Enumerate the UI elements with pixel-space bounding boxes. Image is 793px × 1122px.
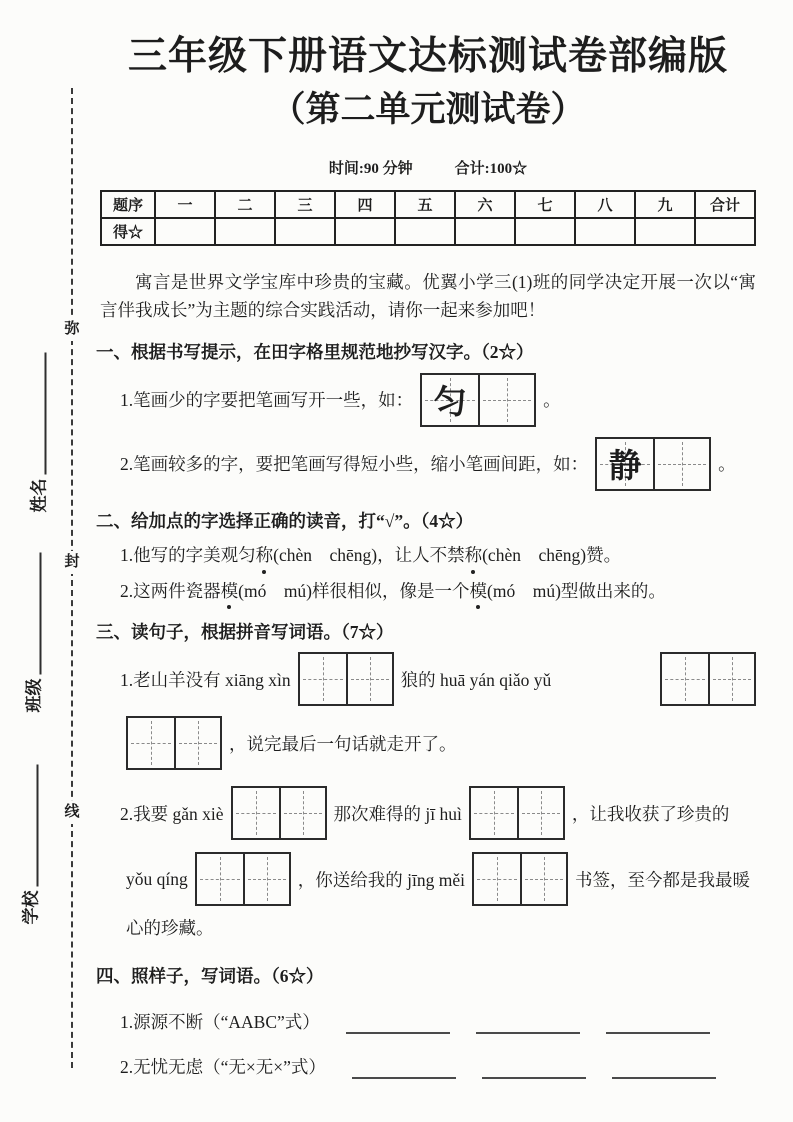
question-text: 2.笔画较多的字，要把笔画写得短小些，缩小笔画间距，如： <box>120 454 589 475</box>
answer-grid <box>472 852 568 906</box>
intro-paragraph: 寓言是世界文学宝库中珍贵的宝藏。优翼小学三(1)班的同学决定开展一次以“寓言伴我成长”为主题的综合实践活动，请你一起来参加吧！ <box>100 271 756 321</box>
page-title: 三年级下册语文达标测试卷部编版 <box>127 35 728 78</box>
score-value-cell <box>515 218 575 245</box>
emphasized-character: 称 <box>256 542 274 568</box>
seal-char-xian: 线 <box>63 801 81 824</box>
answer-blank <box>352 1061 456 1079</box>
writing-grid <box>595 437 711 491</box>
question-text: (mó mú)型做出来的。 <box>487 580 666 601</box>
grid-cell <box>300 654 346 704</box>
score-value-cell <box>215 218 275 245</box>
question-text: yǒu qíng <box>126 868 188 889</box>
answer-grid <box>660 652 756 706</box>
section1-question2 <box>100 435 756 493</box>
question-text: 2.无忧无虑（“无×无×”式） <box>120 1056 326 1077</box>
class-field-line <box>40 553 42 675</box>
score-table <box>100 190 756 246</box>
section2-question1 <box>100 542 756 568</box>
question-text: 2.我要 gǎn xiè <box>120 803 224 824</box>
section3-heading: 三、读句子，根据拼音写词语。（7☆） <box>96 621 394 642</box>
exam-total-score: 合计:100☆ <box>454 160 528 177</box>
grid-cell <box>471 788 517 838</box>
score-header-cell: 四 <box>335 191 395 218</box>
answer-grid <box>298 652 394 706</box>
answer-blank <box>606 1016 710 1034</box>
score-value-cell <box>155 218 215 245</box>
grid-cell <box>346 654 392 704</box>
seal-char-mi: 弥 <box>63 318 81 341</box>
question-text: 书签，至今都是我最暖 <box>574 869 750 890</box>
section1-question1 <box>100 371 756 429</box>
question-text: (chèn chēng)赞。 <box>482 545 622 566</box>
answer-grid <box>231 786 327 840</box>
section3-question2-line2 <box>100 850 756 908</box>
name-field-label: 姓名 <box>29 478 49 513</box>
name-field-line <box>45 353 47 475</box>
answer-grid <box>195 852 291 906</box>
exam-meta <box>100 157 756 178</box>
grid-cell <box>474 854 520 904</box>
section1-heading: 一、根据书写提示，在田字格里规范地抄写汉字。（2☆） <box>96 342 534 363</box>
score-header-cell: 三 <box>275 191 335 218</box>
section2-question2 <box>100 578 756 604</box>
section3-question1-line2 <box>100 714 756 772</box>
grid-cell <box>708 654 754 704</box>
grid-cell <box>597 439 653 489</box>
seal-char-feng: 封 <box>63 551 81 574</box>
sample-character: 静 <box>608 449 642 486</box>
grid-cell <box>422 375 478 425</box>
answer-grid <box>469 786 565 840</box>
writing-grid <box>420 373 536 427</box>
score-header-cell: 六 <box>455 191 515 218</box>
question-text: 1.笔画少的字要把笔画写开一些，如： <box>120 390 414 411</box>
score-header-cell: 合计 <box>695 191 755 218</box>
question-text: 狼的 huā yán qiǎo yǔ <box>400 669 552 690</box>
score-header-cell: 八 <box>575 191 635 218</box>
section4-heading: 四、照样子，写词语。（6☆） <box>96 966 324 987</box>
question-text: 1.他写的字美观匀 <box>120 545 256 566</box>
score-value-cell <box>635 218 695 245</box>
score-value-cell <box>395 218 455 245</box>
sample-character: 匀 <box>433 385 467 422</box>
grid-cell <box>478 375 534 425</box>
score-header-cell: 七 <box>515 191 575 218</box>
question-text: ，让我收获了珍贵的 <box>571 803 730 824</box>
question-text: 。 <box>543 390 561 411</box>
question-text: ，说完最后一句话就走开了。 <box>229 733 457 754</box>
answer-blank <box>476 1016 580 1034</box>
school-field <box>17 765 42 925</box>
section4-question1 <box>100 1009 756 1034</box>
emphasized-character: 称 <box>465 542 483 568</box>
grid-cell <box>517 788 563 838</box>
question-text: (mó mú)样很相似，像是一个 <box>238 580 470 601</box>
school-field-line <box>37 765 39 887</box>
section2-heading: 二、给加点的字选择正确的读音，打“√”。（4☆） <box>96 510 474 531</box>
answer-blank <box>612 1061 716 1079</box>
class-field <box>20 553 45 713</box>
answer-blank <box>482 1061 586 1079</box>
grid-cell <box>662 654 708 704</box>
section4-question2 <box>100 1054 756 1079</box>
exam-time: 时间:90 分钟 <box>328 160 413 177</box>
grid-cell <box>653 439 709 489</box>
score-value-cell <box>275 218 335 245</box>
question-text: 1.源源不断（“AABC”式） <box>120 1011 320 1032</box>
section3-question2-line1 <box>100 784 756 842</box>
section3-question2-line3: 心的珍藏。 <box>126 918 214 939</box>
seal-dashed-line <box>71 88 73 1068</box>
score-value-cell <box>455 218 515 245</box>
question-text: 2.这两件瓷器 <box>120 580 221 601</box>
question-text: (chèn chēng)，让人不禁 <box>273 545 465 566</box>
emphasized-character: 模 <box>221 578 239 604</box>
score-value-cell <box>575 218 635 245</box>
question-text: 那次难得的 jī huì <box>333 803 462 824</box>
score-header-cell: 五 <box>395 191 455 218</box>
score-header-cell: 题序 <box>101 191 155 218</box>
answer-blank <box>346 1016 450 1034</box>
school-field-label: 学校 <box>21 890 41 925</box>
score-header-cell: 一 <box>155 191 215 218</box>
grid-cell <box>128 718 174 768</box>
score-row-label: 得☆ <box>101 218 155 245</box>
name-field <box>25 353 50 513</box>
score-table-value-row <box>101 218 755 245</box>
question-text: 1.老山羊没有 xiāng xìn <box>120 669 291 690</box>
score-table-header-row <box>101 191 755 218</box>
section3-question1-line1 <box>100 650 756 708</box>
grid-cell <box>197 854 243 904</box>
question-text: ，你送给我的 jīng měi <box>297 869 465 890</box>
class-field-label: 班级 <box>24 678 44 713</box>
grid-cell <box>233 788 279 838</box>
grid-cell <box>279 788 325 838</box>
score-value-cell <box>335 218 395 245</box>
score-header-cell: 二 <box>215 191 275 218</box>
answer-grid <box>126 716 222 770</box>
grid-cell <box>243 854 289 904</box>
emphasized-character: 模 <box>470 578 488 604</box>
score-header-cell: 九 <box>635 191 695 218</box>
grid-cell <box>174 718 220 768</box>
grid-cell <box>520 854 566 904</box>
page-subtitle: （第二单元测试卷） <box>270 89 586 129</box>
question-text: 。 <box>718 454 736 475</box>
score-value-cell <box>695 218 755 245</box>
